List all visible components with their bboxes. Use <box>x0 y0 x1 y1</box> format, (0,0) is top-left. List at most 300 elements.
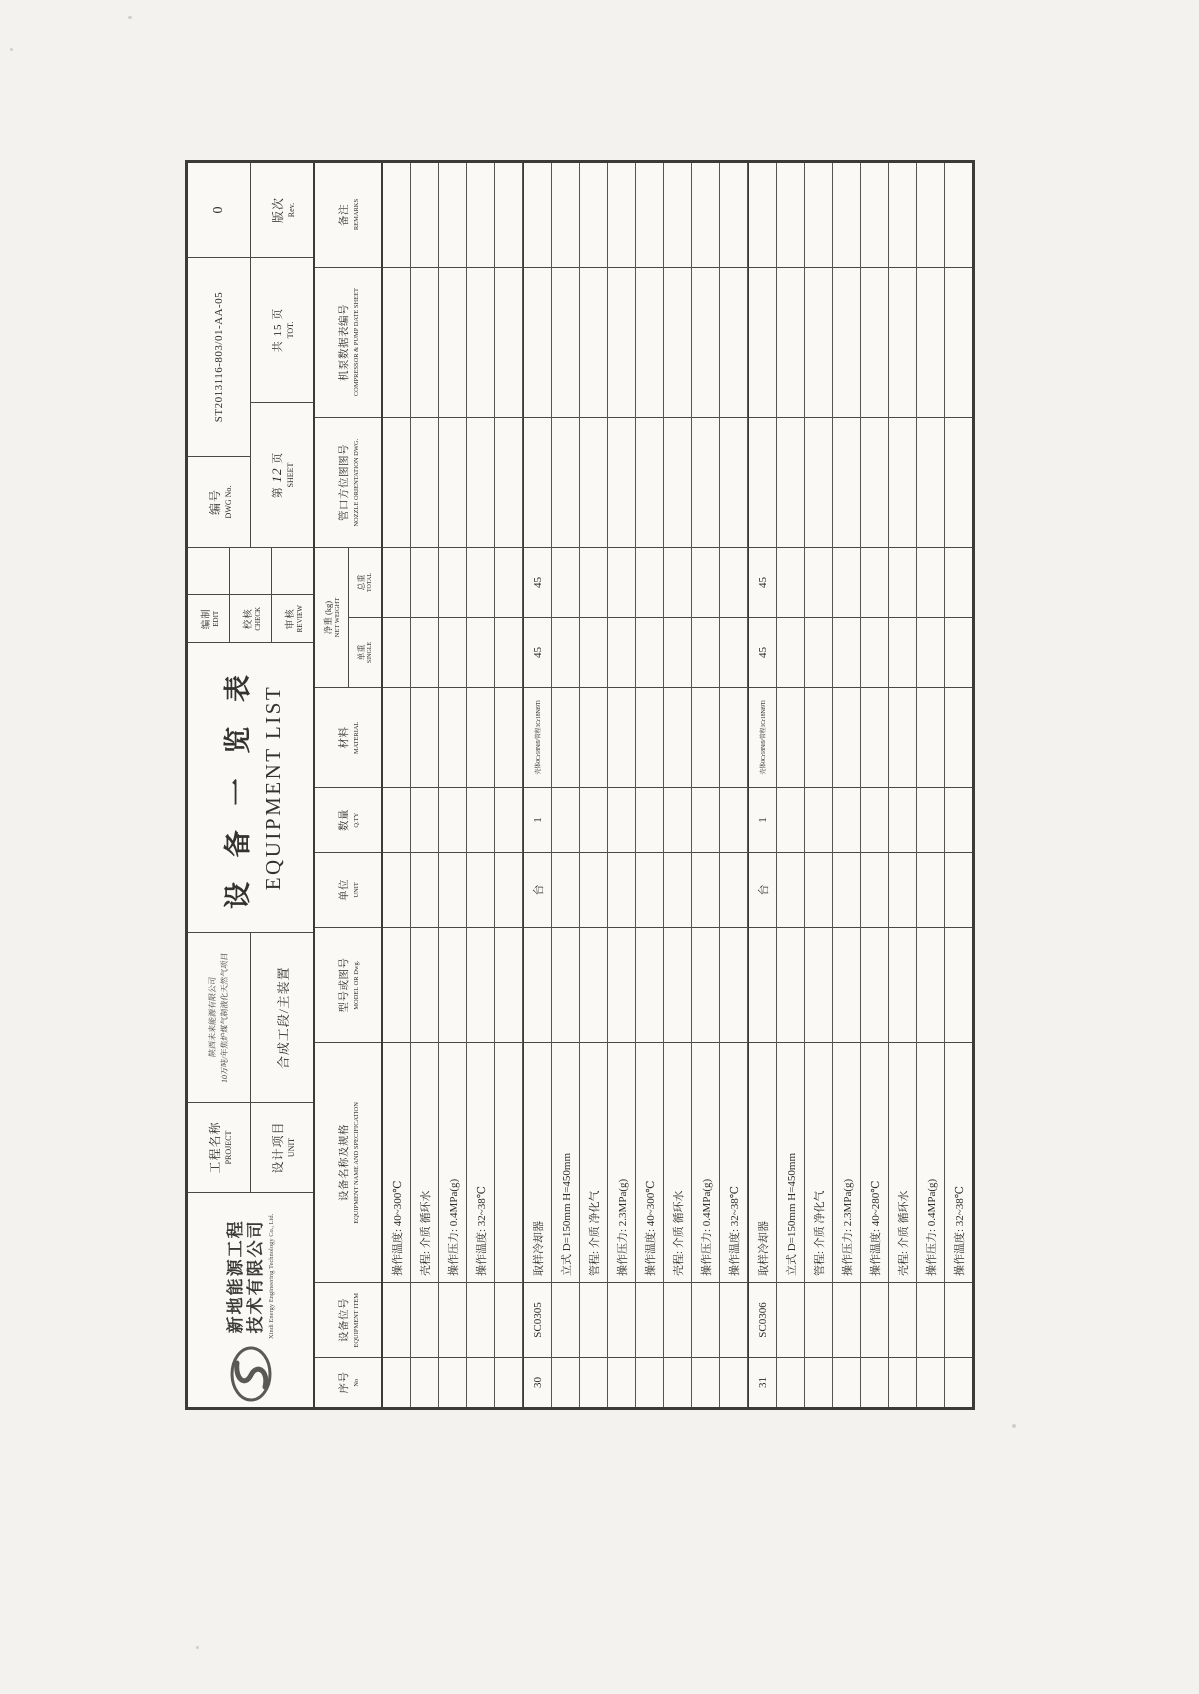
cell-qty <box>720 787 747 852</box>
cell-pump <box>524 267 551 417</box>
cell-nozzle <box>805 417 832 547</box>
header-nozzle-orientation: 管口方位图图号 NOZZLE ORIENTATION DWG. <box>315 417 381 547</box>
cell-no <box>692 1357 719 1407</box>
cell-unit <box>664 852 691 927</box>
dwg-number-block <box>188 257 313 547</box>
cell-pump <box>411 267 438 417</box>
project-label-column <box>188 1102 313 1192</box>
cell-name: 操作温度: 40~280℃ <box>861 1042 888 1282</box>
cell-unit <box>608 852 635 927</box>
cell-qty <box>664 787 691 852</box>
sheet-number: 第 12 页 <box>269 451 284 499</box>
cell-qty: 1 <box>524 787 551 852</box>
cell-single <box>720 617 747 687</box>
table-row <box>439 163 467 1407</box>
page-title-en: EQUIPMENT LIST <box>260 684 285 891</box>
table-row <box>383 163 411 1407</box>
dwg-number-row <box>188 258 251 547</box>
cell-material <box>552 687 579 787</box>
sheet-label-en: SHEET <box>286 462 295 488</box>
table-row <box>889 163 917 1407</box>
cell-qty <box>439 787 466 852</box>
cell-qty <box>495 787 522 852</box>
column-header-band <box>315 163 383 1407</box>
revision-label-cell <box>251 163 313 257</box>
cell-material: 壳体0Cr18Ni9/管程1Cr18Ni9Ti <box>524 687 551 787</box>
cell-material <box>692 687 719 787</box>
cell-material <box>833 687 860 787</box>
table-row <box>748 163 777 1407</box>
cell-material <box>411 687 438 787</box>
cell-model <box>664 927 691 1042</box>
cell-name: 壳程: 介质 循环水 <box>664 1042 691 1282</box>
cell-no <box>552 1357 579 1407</box>
cell-single <box>636 617 663 687</box>
cell-no <box>889 1357 916 1407</box>
cell-unit <box>495 852 522 927</box>
dwg-label-en: DWG No. <box>223 485 233 519</box>
cell-total <box>945 547 972 617</box>
cell-item <box>664 1282 691 1357</box>
cell-unit <box>777 852 804 927</box>
cell-total <box>664 547 691 617</box>
cell-remarks <box>580 163 607 267</box>
signature-label: 编制 EDIT <box>188 595 229 643</box>
cell-unit <box>580 852 607 927</box>
table-row <box>552 163 580 1407</box>
cell-remarks <box>552 163 579 267</box>
cell-remarks <box>917 163 944 267</box>
cell-no <box>636 1357 663 1407</box>
table-row <box>636 163 664 1407</box>
cell-name: 操作压力: 2.3MPa(g) <box>833 1042 860 1282</box>
cell-single <box>580 617 607 687</box>
cell-nozzle <box>636 417 663 547</box>
cell-nozzle <box>692 417 719 547</box>
cell-single <box>608 617 635 687</box>
table-row <box>805 163 833 1407</box>
cell-total <box>777 547 804 617</box>
cell-total <box>833 547 860 617</box>
cell-model <box>861 927 888 1042</box>
revision-block <box>188 163 313 257</box>
cell-nozzle <box>467 417 494 547</box>
cell-single <box>805 617 832 687</box>
cell-remarks <box>383 163 410 267</box>
dwg-label-cn: 编号 <box>207 489 222 516</box>
table-row <box>777 163 805 1407</box>
cell-material <box>917 687 944 787</box>
cell-single <box>917 617 944 687</box>
cell-name: 操作压力: 0.4MPa(g) <box>439 1042 466 1282</box>
table-row <box>608 163 636 1407</box>
cell-remarks <box>524 163 551 267</box>
unit-label-cn: 设计项目 <box>270 1121 285 1174</box>
cell-model <box>945 927 972 1042</box>
cell-unit <box>861 852 888 927</box>
cell-pump <box>805 267 832 417</box>
cell-nozzle <box>439 417 466 547</box>
cell-pump <box>917 267 944 417</box>
unit-value: 合成工段/主装置 <box>275 965 291 1070</box>
project-value-cell <box>188 933 251 1102</box>
total-pages-cell <box>251 258 313 402</box>
project-value-line2: 10万吨/年焦炉煤气制液化天然气项目 <box>220 951 229 1084</box>
cell-name: 壳程: 介质 循环水 <box>889 1042 916 1282</box>
cell-name: 操作温度: 32~38℃ <box>467 1042 494 1282</box>
cell-item <box>720 1282 747 1357</box>
cell-unit <box>805 852 832 927</box>
cell-pump <box>383 267 410 417</box>
cell-unit <box>720 852 747 927</box>
cell-nozzle <box>552 417 579 547</box>
cell-nozzle <box>411 417 438 547</box>
cell-item <box>861 1282 888 1357</box>
cell-model <box>580 927 607 1042</box>
cell-item <box>636 1282 663 1357</box>
cell-unit <box>383 852 410 927</box>
cell-name: 立式 D=150mm H=450mm <box>777 1042 804 1282</box>
cell-pump <box>720 267 747 417</box>
table-row <box>861 163 889 1407</box>
cell-pump <box>664 267 691 417</box>
revision-label-en: Rev. <box>286 202 296 218</box>
cell-nozzle <box>749 417 776 547</box>
header-qty: 数量 Q.TY <box>315 787 381 852</box>
cell-remarks <box>777 163 804 267</box>
cell-total <box>917 547 944 617</box>
cell-remarks <box>720 163 747 267</box>
dwg-label-cell <box>188 456 250 547</box>
cell-no <box>608 1357 635 1407</box>
cell-pump <box>749 267 776 417</box>
cell-name: 操作温度: 40~300℃ <box>383 1042 410 1282</box>
cell-pump <box>580 267 607 417</box>
cell-name: 管程: 介质 净化气 <box>580 1042 607 1282</box>
cell-name <box>495 1042 522 1282</box>
table-body <box>383 163 972 1407</box>
cell-total <box>636 547 663 617</box>
scan-speckle <box>128 16 132 19</box>
cell-model <box>439 927 466 1042</box>
cell-model <box>692 927 719 1042</box>
header-total-weight: 总重 TOTAL <box>357 572 374 593</box>
cell-remarks <box>749 163 776 267</box>
cell-unit <box>889 852 916 927</box>
revision-label-cn: 版次 <box>270 197 285 224</box>
cell-material <box>805 687 832 787</box>
cell-item <box>777 1282 804 1357</box>
table-row <box>523 163 552 1407</box>
scan-speckle <box>10 48 13 51</box>
cell-qty <box>608 787 635 852</box>
cell-model <box>636 927 663 1042</box>
cell-material <box>636 687 663 787</box>
cell-name: 取样冷却器 <box>749 1042 776 1282</box>
cell-item <box>945 1282 972 1357</box>
cell-model <box>608 927 635 1042</box>
cell-remarks <box>664 163 691 267</box>
cell-material <box>889 687 916 787</box>
equipment-list-sheet <box>185 160 975 1410</box>
header-remarks: 备注 REMARKS <box>339 199 360 231</box>
cell-name: 操作压力: 0.4MPa(g) <box>917 1042 944 1282</box>
cell-single: 45 <box>524 617 551 687</box>
cell-remarks <box>833 163 860 267</box>
cell-pump <box>692 267 719 417</box>
sheet-row <box>251 258 313 547</box>
company-name-cn-2: 技术有限公司 <box>245 1219 265 1334</box>
cell-qty <box>552 787 579 852</box>
table-row <box>664 163 692 1407</box>
project-label-cn: 工程名称 <box>207 1121 222 1174</box>
cell-item <box>580 1282 607 1357</box>
cell-remarks <box>495 163 522 267</box>
cell-single <box>411 617 438 687</box>
cell-single <box>889 617 916 687</box>
project-value-column <box>188 932 313 1102</box>
cell-remarks <box>692 163 719 267</box>
cell-qty <box>636 787 663 852</box>
table-row <box>692 163 720 1407</box>
cell-qty <box>580 787 607 852</box>
cell-model <box>805 927 832 1042</box>
cell-name: 取样冷却器 <box>524 1042 551 1282</box>
cell-item <box>411 1282 438 1357</box>
cell-name: 操作温度: 32~38℃ <box>720 1042 747 1282</box>
company-block <box>188 1192 313 1407</box>
cell-model <box>720 927 747 1042</box>
cell-name: 立式 D=150mm H=450mm <box>552 1042 579 1282</box>
cell-single <box>467 617 494 687</box>
cell-unit <box>467 852 494 927</box>
cell-total: 45 <box>749 547 776 617</box>
cell-pump <box>833 267 860 417</box>
cell-no <box>467 1357 494 1407</box>
cell-remarks <box>889 163 916 267</box>
cell-no <box>945 1357 972 1407</box>
cell-no <box>917 1357 944 1407</box>
cell-remarks <box>411 163 438 267</box>
cell-pump <box>495 267 522 417</box>
cell-pump <box>467 267 494 417</box>
cell-single: 45 <box>749 617 776 687</box>
cell-item <box>495 1282 522 1357</box>
cell-model <box>495 927 522 1042</box>
header-unit: 单位 UNIT <box>315 852 381 927</box>
cell-total <box>580 547 607 617</box>
cell-name: 壳程: 介质 循环水 <box>411 1042 438 1282</box>
cell-nozzle <box>777 417 804 547</box>
cell-qty <box>917 787 944 852</box>
cell-unit <box>411 852 438 927</box>
cell-unit <box>692 852 719 927</box>
cell-total: 45 <box>524 547 551 617</box>
cell-nozzle <box>917 417 944 547</box>
cell-material <box>664 687 691 787</box>
cell-qty <box>383 787 410 852</box>
cell-qty <box>411 787 438 852</box>
cell-nozzle <box>495 417 522 547</box>
cell-nozzle <box>524 417 551 547</box>
title-bar <box>188 163 315 1407</box>
cell-remarks <box>608 163 635 267</box>
company-logo-icon <box>225 1345 277 1403</box>
cell-remarks <box>945 163 972 267</box>
cell-total <box>805 547 832 617</box>
cell-nozzle <box>861 417 888 547</box>
cell-material <box>861 687 888 787</box>
cell-item: SC0305 <box>524 1282 551 1357</box>
header-equipment-item: 设备位号 EQUIPMENT ITEM <box>315 1282 381 1357</box>
table-row <box>580 163 608 1407</box>
cell-qty <box>945 787 972 852</box>
header-pump-data-sheet: 机泵数据表编号 COMPRESSOR & PUMP DATE SHEET <box>315 267 381 417</box>
cell-single <box>945 617 972 687</box>
scan-speckle <box>196 1646 199 1649</box>
cell-single <box>383 617 410 687</box>
header-single-weight: 单重 SINGLE <box>349 617 382 687</box>
cell-item <box>467 1282 494 1357</box>
cell-nozzle <box>945 417 972 547</box>
cell-qty <box>833 787 860 852</box>
cell-item <box>889 1282 916 1357</box>
cell-total <box>411 547 438 617</box>
cell-material <box>720 687 747 787</box>
signature-label: 校核 CHECK <box>230 595 271 643</box>
cell-nozzle <box>608 417 635 547</box>
cell-model <box>889 927 916 1042</box>
cell-single <box>692 617 719 687</box>
table-row <box>833 163 861 1407</box>
cell-total <box>552 547 579 617</box>
cell-model <box>777 927 804 1042</box>
signature-row-review <box>272 548 313 642</box>
cell-model <box>833 927 860 1042</box>
cell-no: 31 <box>749 1357 776 1407</box>
cell-no <box>439 1357 466 1407</box>
cell-no <box>861 1357 888 1407</box>
cell-item <box>917 1282 944 1357</box>
table-row <box>945 163 972 1407</box>
cell-pump <box>552 267 579 417</box>
cell-single <box>439 617 466 687</box>
cell-no <box>664 1357 691 1407</box>
table-row <box>495 163 523 1407</box>
cell-no <box>580 1357 607 1407</box>
cell-remarks <box>636 163 663 267</box>
cell-unit <box>636 852 663 927</box>
cell-single <box>664 617 691 687</box>
cell-pump <box>861 267 888 417</box>
scan-speckle <box>1012 1424 1016 1428</box>
cell-name: 操作压力: 0.4MPa(g) <box>692 1042 719 1282</box>
cell-qty: 1 <box>749 787 776 852</box>
cell-material: 壳体0Cr18Ni9/管程1Cr18Ni9Ti <box>749 687 776 787</box>
company-name-cn-1: 新地能源工程 <box>225 1219 245 1334</box>
cell-remarks <box>439 163 466 267</box>
header-net-weight-subcolumns <box>349 548 382 687</box>
cell-total <box>608 547 635 617</box>
cell-qty <box>692 787 719 852</box>
cell-nozzle <box>580 417 607 547</box>
cell-total <box>889 547 916 617</box>
cell-remarks <box>467 163 494 267</box>
signature-row-edit <box>188 548 230 642</box>
cell-name: 操作温度: 32~38℃ <box>945 1042 972 1282</box>
cell-nozzle <box>833 417 860 547</box>
cell-total <box>692 547 719 617</box>
project-label-en: PROJECT <box>223 1130 233 1165</box>
table-row <box>720 163 748 1407</box>
cell-nozzle <box>720 417 747 547</box>
cell-no <box>805 1357 832 1407</box>
document-title-cell <box>188 642 313 932</box>
header-model: 型号或图号 MODEL OR Dwg. <box>315 927 381 1042</box>
cell-material <box>945 687 972 787</box>
cell-pump <box>889 267 916 417</box>
cell-name: 管程: 介质 净化气 <box>805 1042 832 1282</box>
cell-material <box>580 687 607 787</box>
header-equipment-name: 设备名称及规格 EQUIPMENT NAME AND SPECIFICATION <box>315 1042 381 1282</box>
total-pages-label-en: TOT. <box>286 321 295 339</box>
company-name <box>226 1214 275 1339</box>
cell-name: 操作温度: 40~300℃ <box>636 1042 663 1282</box>
signature-space <box>188 548 229 595</box>
signature-block <box>188 547 313 642</box>
cell-unit <box>552 852 579 927</box>
cell-model <box>552 927 579 1042</box>
project-value-line1: 陕西未来能源有限公司 <box>208 976 217 1058</box>
cell-name: 操作压力: 2.3MPa(g) <box>608 1042 635 1282</box>
cell-item <box>439 1282 466 1357</box>
signature-space <box>230 548 271 595</box>
cell-qty <box>777 787 804 852</box>
cell-material <box>608 687 635 787</box>
cell-single <box>861 617 888 687</box>
cell-total <box>383 547 410 617</box>
cell-material <box>467 687 494 787</box>
cell-unit <box>833 852 860 927</box>
signature-row-check <box>230 548 272 642</box>
cell-qty <box>889 787 916 852</box>
cell-pump <box>945 267 972 417</box>
cell-qty <box>861 787 888 852</box>
cell-qty <box>467 787 494 852</box>
header-no: 序号 No <box>315 1357 381 1407</box>
cell-unit: 台 <box>524 852 551 927</box>
company-name-en: Xindi Energy Engineering Technology Co., Ltd. <box>268 1213 276 1339</box>
cell-remarks <box>805 163 832 267</box>
header-material: 材料 MATERIAL <box>315 687 381 787</box>
unit-label-en: UNIT <box>286 1137 296 1158</box>
cell-pump <box>439 267 466 417</box>
cell-item <box>805 1282 832 1357</box>
cell-pump <box>777 267 804 417</box>
rotated-sheet-wrapper <box>185 160 975 1410</box>
cell-model <box>917 927 944 1042</box>
cell-qty <box>805 787 832 852</box>
cell-total <box>439 547 466 617</box>
cell-unit: 台 <box>749 852 776 927</box>
sheet-cell <box>251 402 313 547</box>
cell-material <box>383 687 410 787</box>
cell-no <box>833 1357 860 1407</box>
header-net-weight-title: 净重 (kg) NET WEIGHT <box>315 548 349 687</box>
header-net-weight <box>315 547 381 687</box>
cell-single <box>552 617 579 687</box>
revision-value: 0 <box>211 206 226 214</box>
